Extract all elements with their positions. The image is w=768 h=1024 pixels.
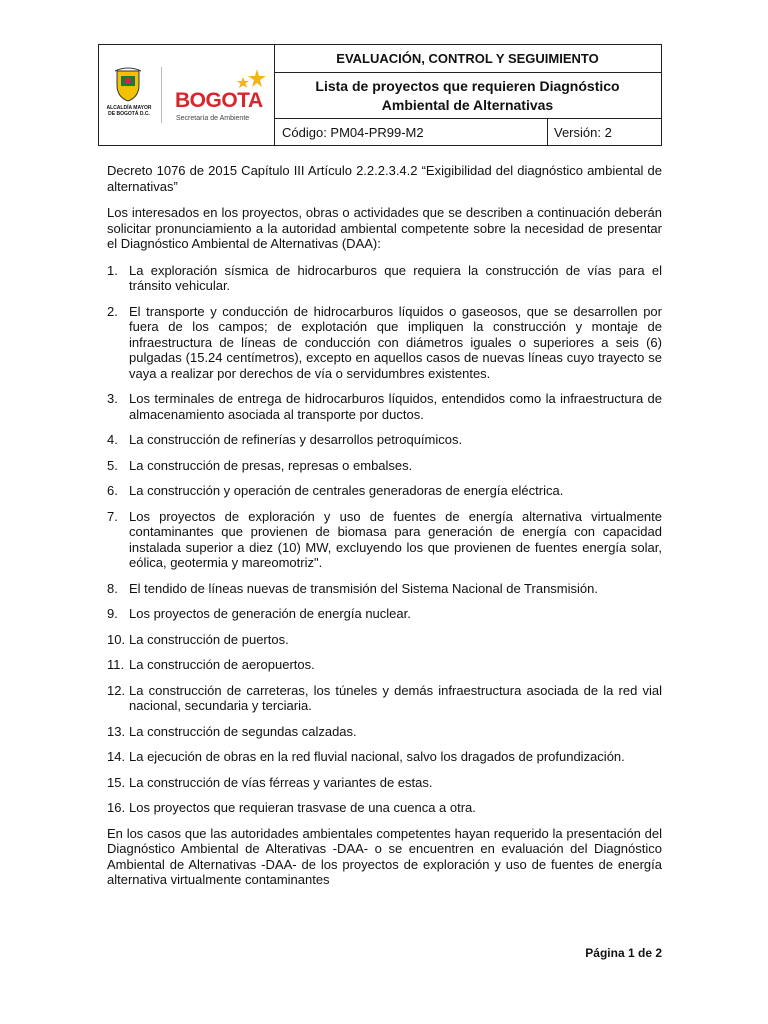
list-item-number: 7. xyxy=(107,508,118,524)
list-item-number: 9. xyxy=(107,606,118,621)
list-item xyxy=(107,458,662,474)
list-item-number: 15. xyxy=(107,774,126,790)
document-header-table xyxy=(98,44,662,146)
list-item xyxy=(107,632,662,648)
list-item-number: 14. xyxy=(107,749,126,764)
header-subtitle xyxy=(274,73,661,119)
list-item xyxy=(107,391,662,422)
list-item-number: 6. xyxy=(107,483,118,498)
list-item-number: 13. xyxy=(107,723,126,739)
secretaria-label: Secretaría de Ambiente xyxy=(176,115,250,122)
document-code: Código: PM04-PR99-M2 xyxy=(274,119,548,145)
list-item-text: El tendido de líneas nuevas de transmisión del Sistema Nacional de Transmisión. xyxy=(129,580,598,596)
list-item-text: Los proyectos que requieran trasvase de una cuenca a otra. xyxy=(129,800,476,815)
list-item-number: 11. xyxy=(107,657,125,672)
list-item xyxy=(107,800,662,816)
list-item-text: La construcción de puertos. xyxy=(129,631,289,647)
list-item-text: La construcción de presas, represas o embalses. xyxy=(129,457,413,473)
list-item-number: 5. xyxy=(107,457,118,473)
list-item-text: La ejecución de obras en la red fluvial nacional, salvo los dragados de profundización. xyxy=(129,749,625,764)
list-item xyxy=(107,581,662,597)
page-number: Página 1 de 2 xyxy=(585,946,662,960)
list-item xyxy=(107,483,662,499)
list-item-text: Los terminales de entrega de hidrocarburos líquidos, entendidos como la infraestructura de almacenamiento asociada al transporte por ductos. xyxy=(129,391,662,422)
intro-paragraph: Decreto 1076 de 2015 Capítulo III Artículo 2.2.2.3.4.2 “Exigibilidad del diagnóstico ambiental de alternativas” xyxy=(107,163,662,194)
list-item xyxy=(107,304,662,382)
document-version: Versión: 2 xyxy=(554,124,612,140)
list-item-text: La construcción de segundas calzadas. xyxy=(129,723,357,739)
logo-divider xyxy=(161,67,162,123)
list-item-text: La construcción de refinerías y desarrollos petroquímicos. xyxy=(129,432,463,447)
alcaldia-label xyxy=(103,105,155,117)
closing-paragraph: En los casos que las autoridades ambientales competentes hayan requerido la presentación del Diagnóstico Ambiental de Alterativas -DAA- o se encuentren en evaluación del Diagnóstico Ambiental de Alternativas -DAA- de los proyectos de exploración y uso de fuentes de energía alternativa virtualmente contaminantes xyxy=(107,825,662,887)
list-item-number: 2. xyxy=(107,303,118,319)
list-item-text: El transporte y conducción de hidrocarburos líquidos o gaseosos, que se desarrollen por fuera de los campos; de explotación que impliquen la construcción y montaje de infraestructura de líneas de conducción con diámetros iguales o superiores a seis (6) pulgadas (15.24 centímetros), excepto en aquellos casos de nuevas líneas cuyo trayecto se vaya a realizar por derechos de vía o servidumbres existentes. xyxy=(129,303,662,381)
list-item xyxy=(107,263,662,294)
list-item-text: La construcción de aeropuertos. xyxy=(129,657,315,672)
list-item-number: 16. xyxy=(107,800,126,815)
list-item-text: La construcción de carreteras, los túneles y demás infraestructura asociada de la red vial nacional, secundaria y terciaria. xyxy=(129,682,662,713)
coat-of-arms-icon xyxy=(113,67,143,103)
list-item-number: 3. xyxy=(107,391,118,406)
project-list xyxy=(107,263,662,816)
list-item xyxy=(107,749,662,765)
list-item xyxy=(107,683,662,714)
logo-cell xyxy=(99,45,275,145)
header-subtitle-line-1: Lista de proyectos que requieren Diagnóstico xyxy=(315,77,620,94)
list-item xyxy=(107,724,662,740)
list-item-text: La exploración sísmica de hidrocarburos que requiera la construcción de vías para el tránsito vehicular. xyxy=(129,262,662,293)
header-subtitle-line-2: Ambiental de Alternativas xyxy=(381,96,554,113)
list-item xyxy=(107,432,662,448)
header-meta-row xyxy=(274,119,661,145)
alcaldia-line-1: ALCALDÍA MAYOR xyxy=(106,105,152,111)
list-item-number: 10. xyxy=(107,631,126,647)
list-item-number: 1. xyxy=(107,262,118,278)
alcaldia-line-2: DE BOGOTÁ D.C. xyxy=(108,111,150,117)
list-item xyxy=(107,606,662,622)
list-item-text: Los proyectos de generación de energía nuclear. xyxy=(129,606,411,621)
list-item-number: 12. xyxy=(107,682,126,698)
document-body xyxy=(107,163,662,899)
list-item-text: Los proyectos de exploración y uso de fuentes de energía alternativa virtualmente contaminantes que provienen de biomasa para generación de energía con capacidad instalada superior a diez (10) MW, excluyendo los que provienen de fuentes energía solar, eólica, geotermia y mareomotriz". xyxy=(129,508,662,570)
list-item-number: 4. xyxy=(107,432,118,447)
description-paragraph: Los interesados en los proyectos, obras o actividades que se describen a continuación deberán solicitar pronunciamiento a la autoridad ambiental competente sobre la necesidad de presentar el Diagnóstico Ambiental de Alternativas (DAA): xyxy=(107,205,662,251)
list-item xyxy=(107,775,662,791)
list-item-text: La construcción y operación de centrales generadoras de energía eléctrica. xyxy=(129,483,564,498)
header-title: EVALUACIÓN, CONTROL Y SEGUIMIENTO xyxy=(274,45,661,73)
list-item xyxy=(107,657,662,673)
list-item xyxy=(107,509,662,571)
list-item-text: La construcción de vías férreas y variantes de estas. xyxy=(129,774,433,790)
bogota-wordmark: BOGOTA xyxy=(175,89,263,112)
list-item-number: 8. xyxy=(107,580,118,596)
